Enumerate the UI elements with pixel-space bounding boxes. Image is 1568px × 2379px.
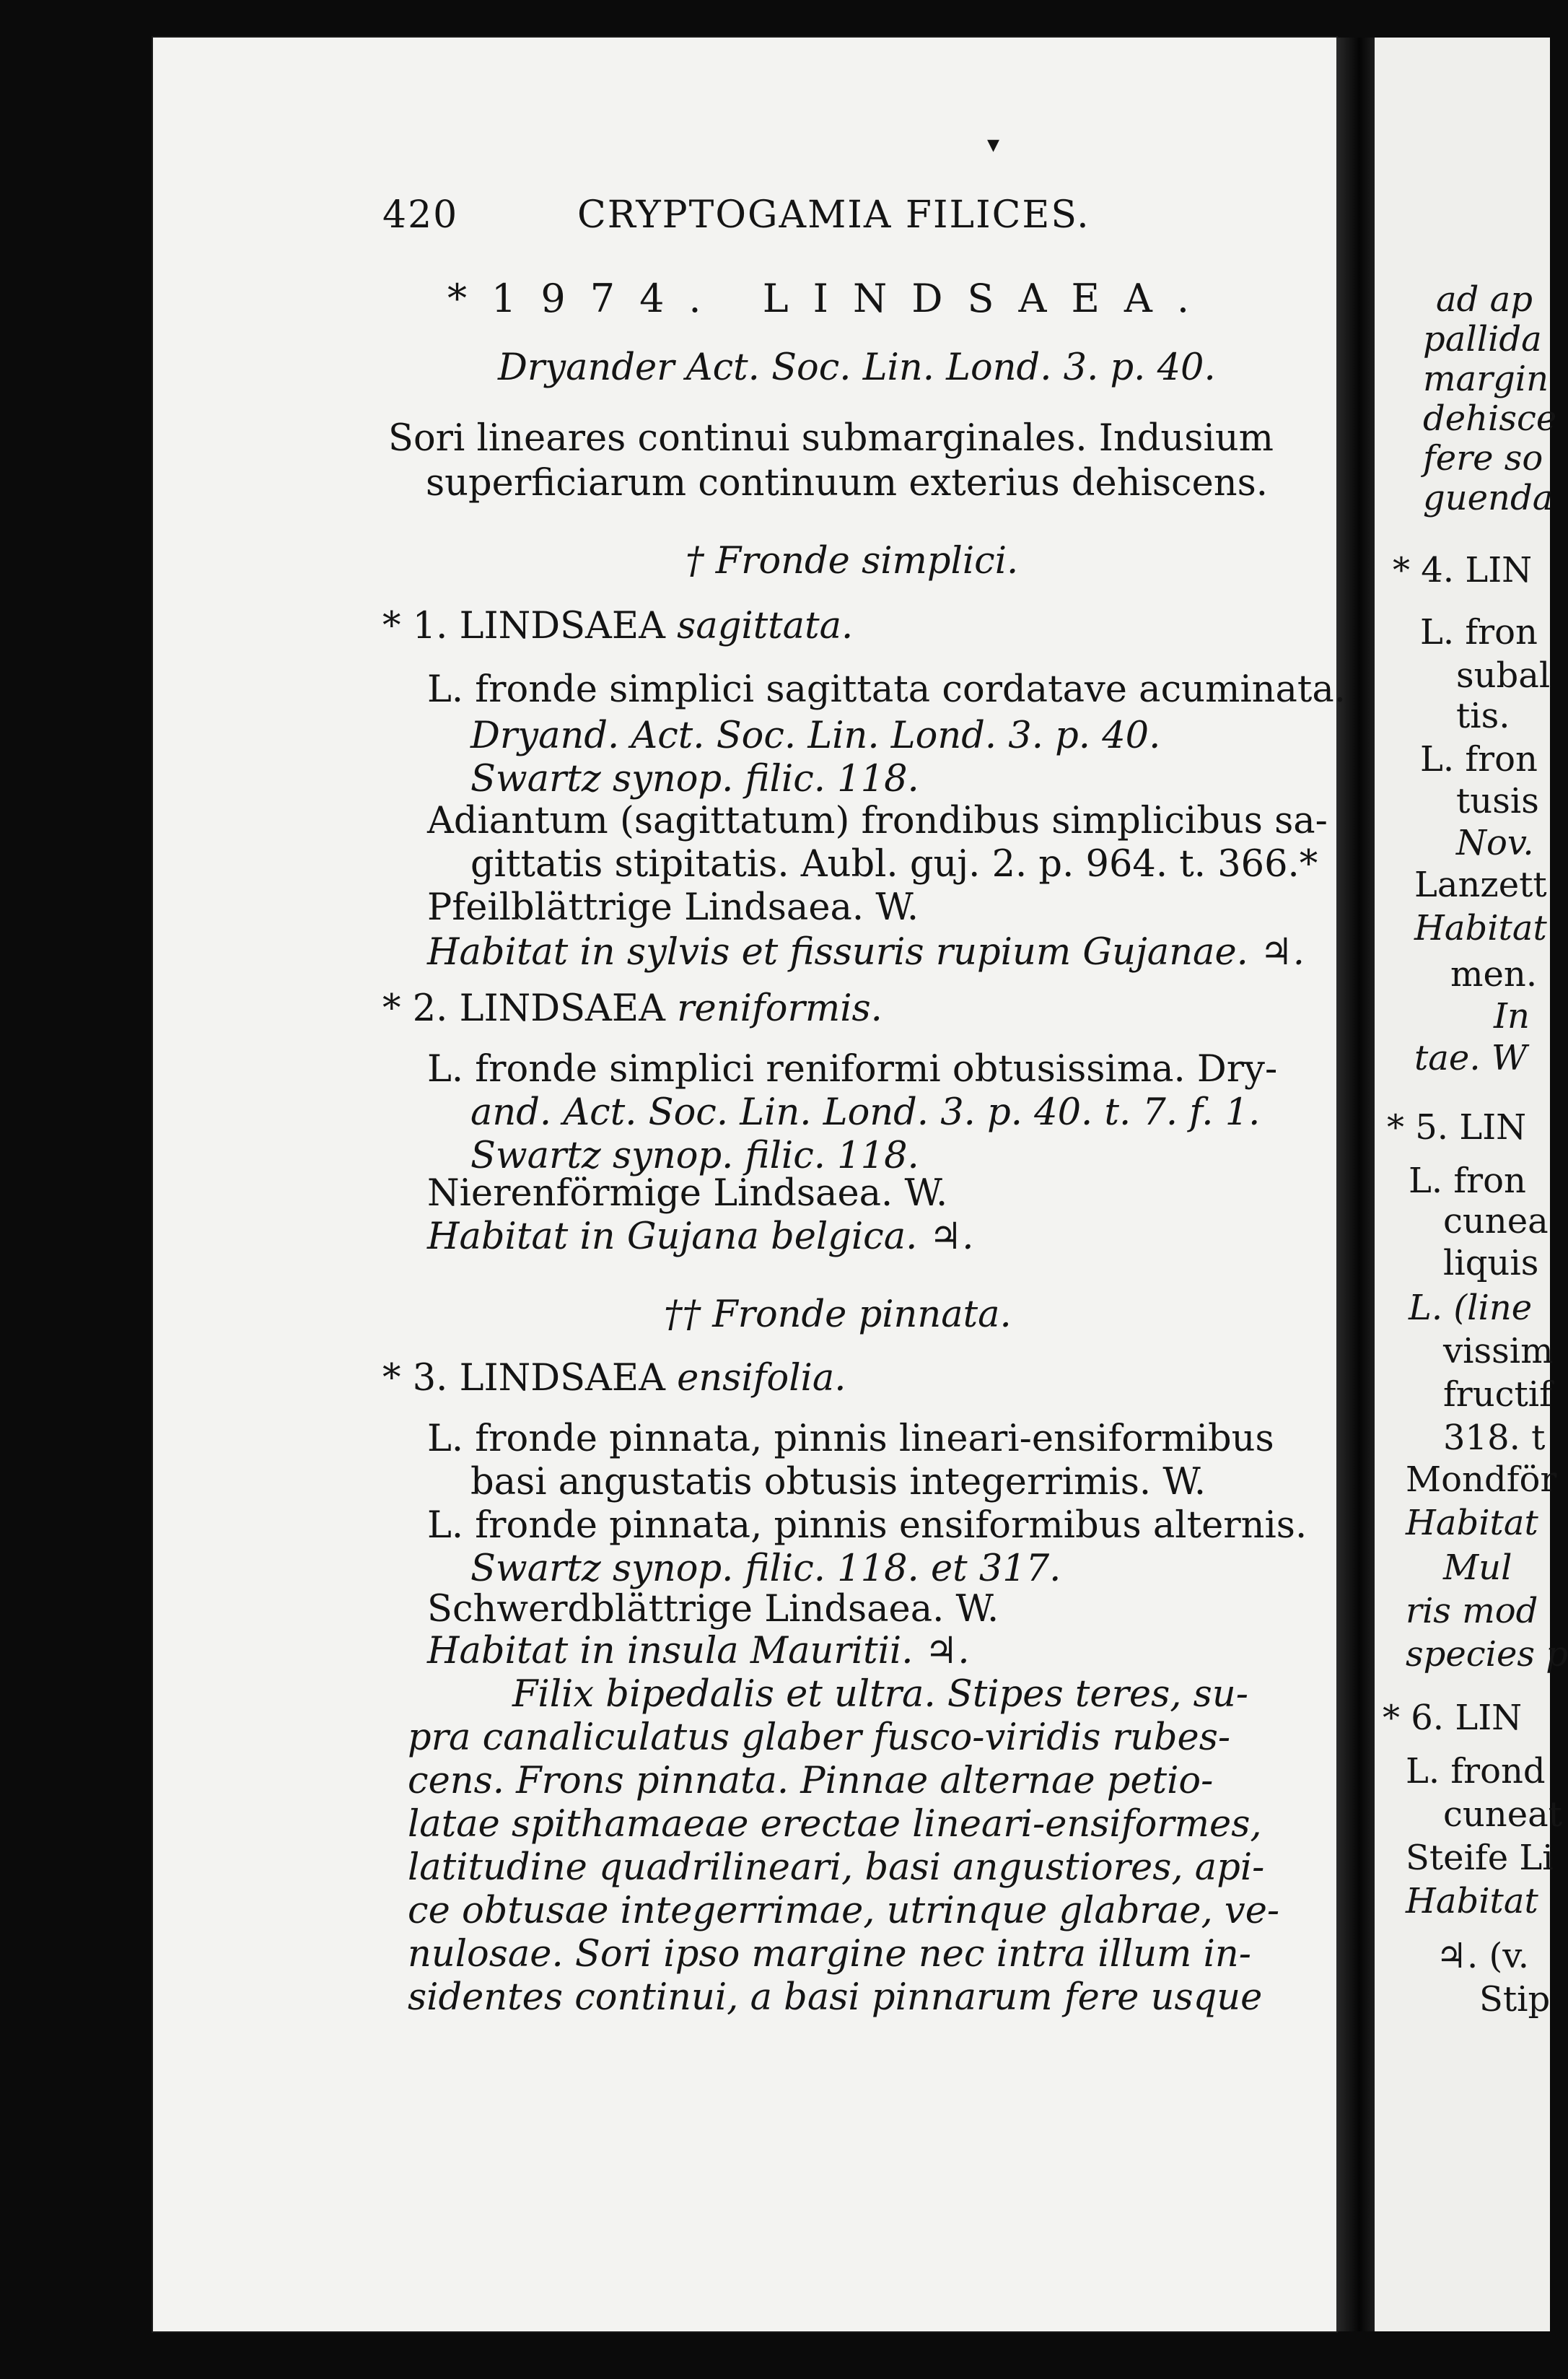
right-page-line: L. fron: [1409, 1161, 1526, 1201]
right-page: [1375, 38, 1550, 2331]
right-page-line: L. frond: [1406, 1751, 1546, 1791]
description-line: ce obtusae integerrimae, utrinque glabrae, ve-: [408, 1890, 1280, 1932]
right-page-line: cuneat: [1443, 1794, 1563, 1835]
right-page-line: guenda: [1423, 478, 1554, 518]
genus-description-line: Sori lineares continui submarginales. Indusium: [388, 417, 1274, 460]
right-page-line: tusis: [1456, 781, 1539, 821]
habitat-line: Habitat in sylvis et fissuris rupium Gujanae. ♃.: [427, 931, 1305, 974]
book-gutter: [1336, 38, 1375, 2331]
diagnosis-line: L. fronde simplici sagittata cordatave acuminata.: [427, 668, 1346, 711]
right-page-line: Habitat: [1406, 1503, 1538, 1543]
reference-line: and. Act. Soc. Lin. Lond. 3. p. 40. t. 7. f. 1.: [470, 1091, 1261, 1134]
synonym-line: Adiantum (sagittatum) frondibus simplicibus sa-: [427, 800, 1328, 842]
species-title-name: * 2. LINDSAEA: [382, 987, 678, 1030]
diagnosis-line: L. fronde pinnata, pinnis ensiformibus alternis.: [427, 1504, 1308, 1547]
right-page-line: * 6. LIN: [1383, 1698, 1523, 1738]
species-epithet: reniformis.: [677, 987, 882, 1030]
right-page-line: Mul: [1443, 1548, 1512, 1588]
genus-description-line: superficiarum continuum exterius dehiscens.: [426, 462, 1269, 505]
habitat-line: Habitat in Gujana belgica. ♃.: [427, 1215, 974, 1258]
right-page-line: margin: [1423, 359, 1549, 399]
species-title-name: * 3. LINDSAEA: [382, 1357, 678, 1400]
species-epithet: sagittata.: [677, 605, 854, 647]
right-page-line: 318. t: [1443, 1418, 1546, 1458]
diagnosis-line: L. fronde pinnata, pinnis lineari-ensiformibus: [427, 1418, 1274, 1460]
right-page-line: ad ap: [1436, 279, 1533, 320]
species-epithet: ensifolia.: [677, 1357, 846, 1400]
reference-line: Swartz synop. filic. 118.: [470, 758, 919, 800]
right-page-line: subal: [1456, 655, 1551, 696]
description-line: latae spithamaeae erectae lineari-ensiformes,: [408, 1803, 1262, 1846]
right-page-line: species p: [1406, 1634, 1568, 1675]
right-page-line: vissim: [1443, 1331, 1554, 1371]
right-page-line: * 5. LIN: [1387, 1107, 1527, 1148]
species-title: [382, 605, 853, 648]
species-title: [382, 1357, 846, 1400]
right-page-line: pallida: [1423, 319, 1542, 359]
common-name: Nierenförmige Lindsaea. W.: [427, 1172, 948, 1215]
common-name: Schwerdblättrige Lindsaea. W.: [427, 1588, 999, 1631]
right-page-line: men.: [1450, 954, 1538, 995]
diagnosis-line: basi angustatis obtusis integerrimis. W.: [470, 1461, 1206, 1503]
right-page-line: liquis: [1443, 1243, 1539, 1283]
right-page-line: Mondför: [1406, 1459, 1557, 1500]
description-line: sidentes continui, a basi pinnarum fere usque: [408, 1976, 1263, 2019]
species-title-name: * 1. LINDSAEA: [382, 605, 678, 647]
top-mark: ▾: [987, 130, 1000, 159]
description-line: latitudine quadrilineari, basi angustiores, api-: [408, 1846, 1265, 1889]
right-page-line: cunea: [1443, 1201, 1549, 1241]
description-line: pra canaliculatus glaber fusco-viridis rubes-: [408, 1716, 1231, 1759]
genus-title: *1974. LINDSAEA.: [447, 276, 1214, 321]
right-page-line: Nov.: [1456, 823, 1534, 863]
habitat-line: Habitat in insula Mauritii. ♃.: [427, 1630, 970, 1672]
right-page-line: Habitat: [1406, 1881, 1538, 1921]
right-page-line: ♃. (v.: [1436, 1936, 1529, 1976]
species-title: [382, 987, 882, 1031]
right-page-line: L. fron: [1420, 739, 1538, 780]
reference-line: Dryand. Act. Soc. Lin. Lond. 3. p. 40.: [470, 715, 1161, 757]
right-page-line: fere so: [1423, 438, 1543, 479]
right-page-line: Habitat: [1414, 908, 1547, 948]
right-page-line: In: [1494, 996, 1530, 1036]
right-page-line: tis.: [1456, 696, 1510, 736]
right-page-line: dehisce: [1423, 398, 1557, 439]
running-head: CRYPTOGAMIA FILICES.: [577, 193, 1090, 237]
right-page-line: Lanzett: [1414, 865, 1547, 905]
section-heading: †† Fronde pinnata.: [664, 1293, 1012, 1336]
reference-line: Swartz synop. filic. 118. et 317.: [470, 1548, 1061, 1590]
right-page-line: ris mod: [1406, 1591, 1538, 1631]
right-page-line: tae. W: [1414, 1038, 1528, 1078]
section-heading: † Fronde simplici.: [686, 540, 1019, 582]
genus-authority: Dryander Act. Soc. Lin. Lond. 3. p. 40.: [498, 346, 1216, 389]
description-line: nulosae. Sori ipso margine nec intra illum in-: [408, 1933, 1252, 1976]
right-page-line: fructif: [1443, 1374, 1552, 1415]
right-page-line: Stip: [1479, 1979, 1551, 2020]
synonym-line: gittatis stipitatis. Aubl. guj. 2. p. 964. t. 366.*: [470, 843, 1318, 886]
description-line: Filix bipedalis et ultra. Stipes teres, su-: [512, 1673, 1248, 1716]
right-page-line: Steife Li: [1406, 1838, 1554, 1878]
diagnosis-line: L. fronde simplici reniformi obtusissima. Dry-: [427, 1048, 1278, 1091]
description-line: cens. Frons pinnata. Pinnae alternae petio-: [408, 1760, 1214, 1802]
reference-line: Swartz synop. filic. 118.: [470, 1135, 919, 1177]
page-number: 420: [382, 193, 459, 237]
right-page-line: * 4. LIN: [1393, 550, 1533, 590]
common-name: Pfeilblättrige Lindsaea. W.: [427, 886, 919, 929]
right-page-line: L. fron: [1420, 612, 1538, 652]
right-page-line: L. (line: [1409, 1288, 1533, 1328]
